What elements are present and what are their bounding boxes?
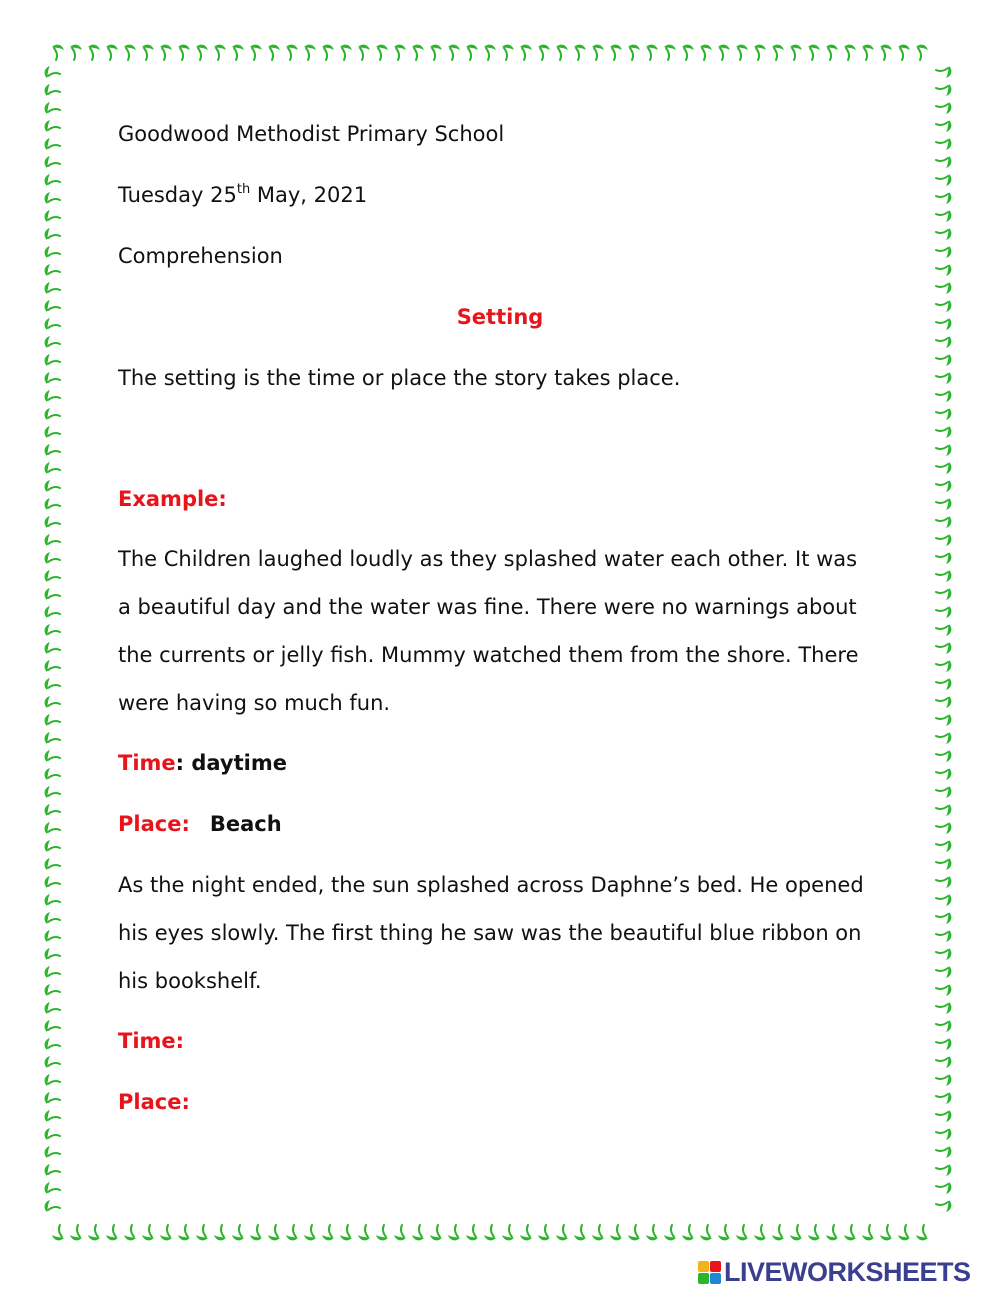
leaf-icon <box>936 138 951 150</box>
leaf-icon <box>936 120 951 132</box>
leaf-icon <box>790 1225 802 1240</box>
leaf-icon <box>376 45 388 60</box>
leaf-icon <box>936 372 951 384</box>
leaf-icon <box>936 1074 951 1086</box>
leaf-icon <box>936 1092 951 1104</box>
leaf-icon <box>45 804 60 816</box>
leaf-icon <box>45 822 60 834</box>
leaf-icon <box>45 552 60 564</box>
leaf-icon <box>936 192 951 204</box>
leaf-icon <box>142 45 154 60</box>
leaf-icon <box>682 1225 694 1240</box>
leaf-icon <box>936 660 951 672</box>
leaf-icon <box>358 1225 370 1240</box>
leaf-icon <box>160 1225 172 1240</box>
leaf-icon <box>45 390 60 402</box>
leaf-icon <box>808 1225 820 1240</box>
leaf-icon <box>936 786 951 798</box>
leaf-icon <box>430 45 442 60</box>
leaf-icon <box>936 840 951 852</box>
leaf-icon <box>286 1225 298 1240</box>
leaf-icon <box>466 45 478 60</box>
leaf-icon <box>936 264 951 276</box>
leaf-icon <box>936 1020 951 1032</box>
leaf-icon <box>936 102 951 114</box>
leaf-icon <box>936 912 951 924</box>
leaf-icon <box>45 408 60 420</box>
leaf-icon <box>520 45 532 60</box>
leaf-icon <box>808 45 820 60</box>
leaf-icon <box>936 1146 951 1158</box>
leaf-icon <box>592 45 604 60</box>
leaf-icon <box>936 336 951 348</box>
leaf-icon <box>304 1225 316 1240</box>
leaf-icon <box>916 1225 928 1240</box>
leaf-icon <box>70 1225 82 1240</box>
place-label: Place: <box>118 812 190 836</box>
leaf-icon <box>286 45 298 60</box>
leaf-icon <box>340 1225 352 1240</box>
lesson-date: Tuesday 25th May, 2021 <box>118 182 368 207</box>
leaf-icon <box>45 1056 60 1068</box>
leaf-icon <box>45 120 60 132</box>
leaf-icon <box>45 732 60 744</box>
leaf-icon <box>936 894 951 906</box>
leaf-icon <box>862 1225 874 1240</box>
leaf-icon <box>936 696 951 708</box>
leaf-icon <box>142 1225 154 1240</box>
leaf-icon <box>196 45 208 60</box>
leaf-icon <box>936 768 951 780</box>
leaf-icon <box>936 588 951 600</box>
leaf-icon <box>45 282 60 294</box>
leaf-icon <box>790 45 802 60</box>
leaf-icon <box>45 1020 60 1032</box>
leaf-icon <box>936 822 951 834</box>
leaf-icon <box>502 1225 514 1240</box>
leaf-icon <box>232 1225 244 1240</box>
leaf-icon <box>178 1225 190 1240</box>
time-label: Time <box>118 751 176 775</box>
leaf-icon <box>45 84 60 96</box>
leaf-icon <box>45 336 60 348</box>
leaf-icon <box>936 174 951 186</box>
leaf-icon <box>700 45 712 60</box>
leaf-icon <box>936 570 951 582</box>
leaf-icon <box>45 984 60 996</box>
leaf-icon <box>45 894 60 906</box>
leaf-icon <box>322 1225 334 1240</box>
leaf-icon <box>45 210 60 222</box>
leaf-icon <box>430 1225 442 1240</box>
leaf-icon <box>45 174 60 186</box>
leaf-icon <box>412 1225 424 1240</box>
leaf-icon <box>844 1225 856 1240</box>
leaf-icon <box>214 45 226 60</box>
leaf-icon <box>376 1225 388 1240</box>
leaf-icon <box>936 732 951 744</box>
leaf-icon <box>358 45 370 60</box>
leaf-icon <box>45 1110 60 1122</box>
leaf-icon <box>936 714 951 726</box>
leaf-icon <box>45 966 60 978</box>
leaf-icon <box>45 786 60 798</box>
leaf-icon <box>45 480 60 492</box>
leaf-icon <box>936 444 951 456</box>
leaf-icon <box>250 45 262 60</box>
leaf-icon <box>936 84 951 96</box>
leaf-icon <box>45 444 60 456</box>
brand-name: LIVEWORKSHEETS <box>724 1256 971 1287</box>
leaf-icon <box>45 570 60 582</box>
school-name: Goodwood Methodist Primary School <box>118 122 505 146</box>
leaf-icon <box>45 840 60 852</box>
leaf-icon <box>70 45 82 60</box>
leaf-icon <box>592 1225 604 1240</box>
leaf-icon <box>610 45 622 60</box>
leaf-icon <box>196 1225 208 1240</box>
leaf-icon <box>502 45 514 60</box>
leaf-icon <box>232 45 244 60</box>
leaf-icon <box>45 1074 60 1086</box>
leaf-icon <box>520 1225 532 1240</box>
leaf-icon <box>936 66 951 78</box>
leaf-icon <box>340 45 352 60</box>
leaf-icon <box>936 1182 951 1194</box>
leaf-icon <box>936 966 951 978</box>
leaf-icon <box>936 156 951 168</box>
leaf-icon <box>45 192 60 204</box>
leaf-icon <box>936 948 951 960</box>
leaf-icon <box>45 246 60 258</box>
leaf-icon <box>936 282 951 294</box>
leaf-icon <box>936 552 951 564</box>
leaf-icon <box>936 930 951 942</box>
passage-line: As the night ended, the sun splashed across Daphne’s bed. He opened <box>118 873 864 897</box>
liveworksheets-logo <box>698 1258 971 1286</box>
leaf-icon <box>124 45 136 60</box>
leaf-icon <box>448 1225 460 1240</box>
leaf-icon <box>700 1225 712 1240</box>
leaf-icon <box>268 45 280 60</box>
leaf-icon <box>936 246 951 258</box>
logo-icon <box>698 1261 721 1284</box>
leaf-icon <box>45 138 60 150</box>
leaf-icon <box>880 45 892 60</box>
leaf-icon <box>718 45 730 60</box>
leaf-icon <box>45 354 60 366</box>
leaf-icon <box>45 66 60 78</box>
leaf-icon <box>250 1225 262 1240</box>
leaf-icon <box>936 462 951 474</box>
leaf-icon <box>936 516 951 528</box>
exercise-passage <box>118 861 908 1005</box>
leaf-icon <box>304 45 316 60</box>
leaf-icon <box>936 750 951 762</box>
exercise-place-label: Place: <box>118 1090 190 1114</box>
leaf-icon <box>936 804 951 816</box>
leaf-icon <box>898 45 910 60</box>
leaf-icon <box>160 45 172 60</box>
leaf-icon <box>646 45 658 60</box>
leaf-icon <box>736 45 748 60</box>
leaf-icon <box>45 228 60 240</box>
leaf-icon <box>45 462 60 474</box>
leaf-icon <box>45 1038 60 1050</box>
leaf-icon <box>45 642 60 654</box>
leaf-icon <box>45 750 60 762</box>
leaf-icon <box>394 45 406 60</box>
leaf-icon <box>736 1225 748 1240</box>
leaf-icon <box>45 1164 60 1176</box>
example-time-row: Time: daytime <box>118 751 287 775</box>
leaf-icon <box>106 1225 118 1240</box>
leaf-icon <box>45 588 60 600</box>
leaf-icon <box>936 1110 951 1122</box>
leaf-icon <box>936 876 951 888</box>
leaf-icon <box>268 1225 280 1240</box>
leaf-icon <box>664 1225 676 1240</box>
leaf-icon <box>936 1128 951 1140</box>
leaf-icon <box>936 678 951 690</box>
leaf-icon <box>45 858 60 870</box>
leaf-icon <box>718 1225 730 1240</box>
leaf-icon <box>52 1225 64 1240</box>
leaf-icon <box>936 1056 951 1068</box>
subject-label: Comprehension <box>118 244 283 268</box>
leaf-icon <box>556 1225 568 1240</box>
leaf-icon <box>45 876 60 888</box>
leaf-icon <box>412 45 424 60</box>
leaf-icon <box>45 156 60 168</box>
leaf-icon <box>45 102 60 114</box>
leaf-icon <box>936 498 951 510</box>
example-label: Example: <box>118 487 227 511</box>
leaf-icon <box>484 1225 496 1240</box>
leaf-icon <box>45 498 60 510</box>
example-place-row <box>118 812 282 836</box>
place-answer: Beach <box>209 812 282 836</box>
leaf-icon <box>936 1002 951 1014</box>
page-title: Setting <box>456 305 544 329</box>
leaf-icon <box>214 1225 226 1240</box>
leaf-icon <box>936 1164 951 1176</box>
leaf-icon <box>916 45 928 60</box>
leaf-icon <box>936 858 951 870</box>
leaf-icon <box>664 45 676 60</box>
passage-line: a beautiful day and the water was fine. There were no warnings about <box>118 595 857 619</box>
leaf-icon <box>936 984 951 996</box>
leaf-icon <box>574 1225 586 1240</box>
leaf-icon <box>45 1092 60 1104</box>
leaf-icon <box>936 390 951 402</box>
leaf-icon <box>936 1038 951 1050</box>
leaf-icon <box>45 1182 60 1194</box>
passage-line: his eyes slowly. The first thing he saw was the beautiful blue ribbon on <box>118 921 862 945</box>
leaf-icon <box>826 1225 838 1240</box>
leaf-icon <box>45 930 60 942</box>
leaf-icon <box>772 1225 784 1240</box>
leaf-icon <box>45 606 60 618</box>
leaf-icon <box>45 678 60 690</box>
leaf-icon <box>394 1225 406 1240</box>
leaf-icon <box>936 624 951 636</box>
leaf-icon <box>45 696 60 708</box>
leaf-icon <box>178 45 190 60</box>
leaf-icon <box>45 1146 60 1158</box>
leaf-icon <box>936 642 951 654</box>
leaf-icon <box>538 1225 550 1240</box>
leaf-icon <box>936 534 951 546</box>
leaf-icon <box>322 45 334 60</box>
leaf-icon <box>936 228 951 240</box>
leaf-icon <box>898 1225 910 1240</box>
leaf-icon <box>45 714 60 726</box>
leaf-icon <box>862 45 874 60</box>
leaf-icon <box>52 45 64 60</box>
leaf-icon <box>610 1225 622 1240</box>
leaf-icon <box>646 1225 658 1240</box>
leaf-icon <box>45 912 60 924</box>
leaf-icon <box>936 408 951 420</box>
leaf-icon <box>936 1200 951 1212</box>
passage-line: his bookshelf. <box>118 969 262 993</box>
leaf-icon <box>628 45 640 60</box>
leaf-icon <box>448 45 460 60</box>
leaf-icon <box>754 45 766 60</box>
leaf-icon <box>484 45 496 60</box>
leaf-icon <box>880 1225 892 1240</box>
leaf-icon <box>88 1225 100 1240</box>
leaf-icon <box>936 354 951 366</box>
leaf-icon <box>936 426 951 438</box>
leaf-icon <box>45 624 60 636</box>
leaf-icon <box>45 1200 60 1212</box>
leaf-icon <box>936 210 951 222</box>
leaf-icon <box>538 45 550 60</box>
leaf-icon <box>936 480 951 492</box>
leaf-icon <box>45 534 60 546</box>
leaf-icon <box>754 1225 766 1240</box>
example-passage <box>118 535 908 727</box>
leaf-icon <box>628 1225 640 1240</box>
leaf-icon <box>466 1225 478 1240</box>
leaf-icon <box>936 606 951 618</box>
leaf-icon <box>45 660 60 672</box>
leaf-icon <box>574 45 586 60</box>
passage-line: The Children laughed loudly as they splashed water each other. It was <box>118 547 858 571</box>
exercise-time-label: Time: <box>118 1029 185 1053</box>
leaf-icon <box>556 45 568 60</box>
passage-line: the currents or jelly fish. Mummy watched them from the shore. There <box>118 643 859 667</box>
leaf-icon <box>106 45 118 60</box>
leaf-icon <box>772 45 784 60</box>
leaf-icon <box>45 516 60 528</box>
leaf-icon <box>45 372 60 384</box>
leaf-icon <box>45 948 60 960</box>
leaf-icon <box>88 45 100 60</box>
leaf-icon <box>844 45 856 60</box>
leaf-icon <box>826 45 838 60</box>
leaf-icon <box>124 1225 136 1240</box>
passage-line: were having so much fun. <box>118 691 391 715</box>
leaf-icon <box>45 426 60 438</box>
leaf-icon <box>682 45 694 60</box>
leaf-icon <box>45 264 60 276</box>
time-answer: daytime <box>184 751 287 775</box>
leaf-icon <box>45 1128 60 1140</box>
leaf-icon <box>45 768 60 780</box>
setting-definition: The setting is the time or place the story takes place. <box>118 366 681 390</box>
leaf-icon <box>45 1002 60 1014</box>
